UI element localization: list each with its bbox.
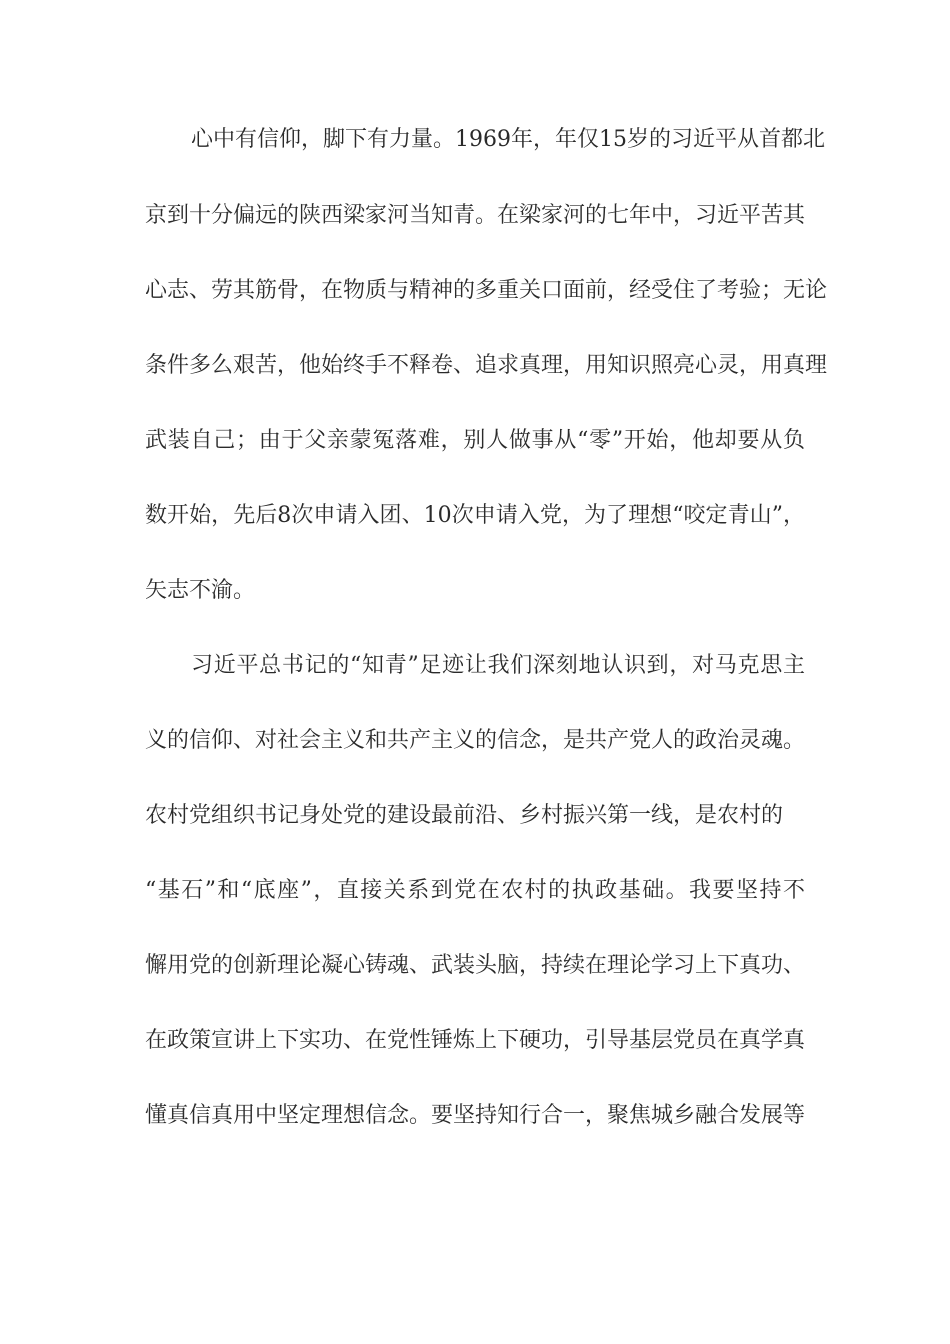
text-line: 义的信仰、对社会主义和共产主义的信念，是共产党人的政治灵魂。 xyxy=(145,728,806,753)
text-line: 懂真信真用中坚定理想信念。要坚持知行合一，聚焦城乡融合发展等 xyxy=(145,1103,806,1128)
text-line: 京到十分偏远的陕西梁家河当知青。在梁家河的七年中，习近平苦其 xyxy=(145,203,806,228)
text-line: 心中有信仰，脚下有力量。1969年，年仅15岁的习近平从首都北 xyxy=(191,127,825,152)
text-line: 数开始，先后8次申请入团、10次申请入党，为了理想“咬定青山”， xyxy=(145,503,805,528)
text-line: 条件多么艰苦，他始终手不释卷、追求真理，用知识照亮心灵，用真理 xyxy=(145,353,828,378)
text-line: 农村党组织书记身处党的建设最前沿、乡村振兴第一线，是农村的 xyxy=(145,803,784,828)
text-line: 矢志不渝。 xyxy=(145,578,256,603)
text-line: “基石”和“底座”，直接关系到党在农村的执政基础。我要坚持不 xyxy=(145,878,805,903)
text-line: 懈用党的创新理论凝心铸魂、武装头脑，持续在理论学习上下真功、 xyxy=(145,953,806,978)
text-line: 习近平总书记的“知青”足迹让我们深刻地认识到，对马克思主 xyxy=(191,653,805,678)
text-line: 武装自己；由于父亲蒙冤落难，别人做事从“零”开始，他却要从负 xyxy=(145,428,805,453)
text-line: 在政策宣讲上下实功、在党性锤炼上下硬功，引导基层党员在真学真 xyxy=(145,1028,806,1053)
text-line: 心志、劳其筋骨，在物质与精神的多重关口面前，经受住了考验；无论 xyxy=(145,278,828,303)
